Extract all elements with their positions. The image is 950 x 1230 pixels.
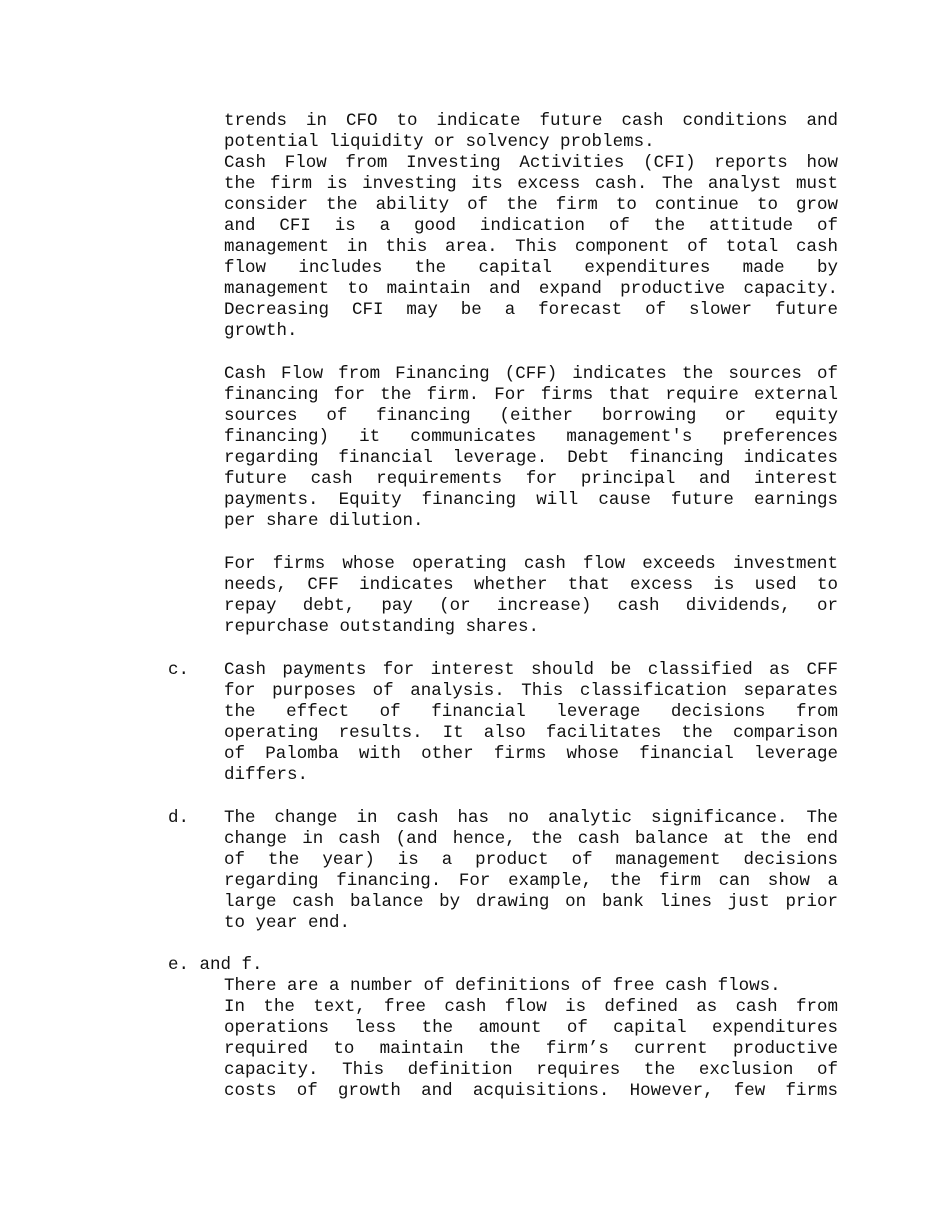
text-line: financing for the firm. For firms that require external [224,385,838,405]
text-line: growth. [224,321,298,341]
paragraph-item-c [224,660,838,786]
text-line: per share dilution. [224,511,424,531]
item-marker-d: d. [168,808,190,828]
text-line: of the year) is a product of management decisions [224,850,838,870]
text-line: potential liquidity or solvency problems. [224,132,655,152]
text-line: regarding financial leverage. Debt financing indicates [224,448,838,468]
text-line: future cash requirements for principal and interest [224,469,838,489]
text-line: large cash balance by drawing on bank lines just prior [224,892,838,912]
text-line: change in cash (and hence, the cash balance at the end [224,829,838,849]
text-line: consider the ability of the firm to continue to grow [224,195,838,215]
text-line: There are a number of definitions of free cash flows. [224,976,781,996]
text-line: operations less the amount of capital expenditures [224,1018,838,1038]
text-line: Cash Flow from Investing Activities (CFI) reports how [224,153,838,173]
text-line: costs of growth and acquisitions. However, few firms [224,1081,838,1101]
paragraph-item-d [224,808,838,934]
text-line: to year end. [224,913,351,933]
text-line: capacity. This definition requires the exclusion of [224,1060,838,1080]
text-line: management to maintain and expand productive capacity. [224,279,838,299]
text-line: operating results. It also facilitates the comparison [224,723,838,743]
text-line: trends in CFO to indicate future cash conditions and [224,111,838,131]
paragraph-excess-cash [224,554,838,638]
text-line: flow includes the capital expenditures made by [224,258,838,278]
text-line: Cash Flow from Financing (CFF) indicates the sources of [224,364,838,384]
text-line: For firms whose operating cash flow exceeds investment [224,554,838,574]
text-line: the firm is investing its excess cash. The analyst must [224,174,838,194]
text-line: management in this area. This component of total cash [224,237,838,257]
item-marker-c: c. [168,660,190,680]
text-line: payments. Equity financing will cause future earnings [224,490,838,510]
text-line: The change in cash has no analytic significance. The [224,808,838,828]
text-line: for purposes of analysis. This classification separates [224,681,838,701]
text-line: sources of financing (either borrowing or equity [224,406,838,426]
text-line: and CFI is a good indication of the attitude of [224,216,838,236]
text-line: repurchase outstanding shares. [224,617,540,637]
text-line: financing) it communicates management's preferences [224,427,838,447]
paragraph-cfi [224,153,838,342]
text-line: Decreasing CFI may be a forecast of slower future [224,300,838,320]
text-line: differs. [224,765,309,785]
text-line: of Palomba with other firms whose financial leverage [224,744,838,764]
text-line: the effect of financial leverage decisions from [224,702,838,722]
text-line: regarding financing. For example, the firm can show a [224,871,838,891]
paragraph-cfo-trends [224,111,838,153]
paragraph-cff [224,364,838,532]
text-line: repay debt, pay (or increase) cash dividends, or [224,596,838,616]
text-line: required to maintain the firm’s current productive [224,1039,838,1059]
item-marker-ef: e. and f. [168,955,263,975]
text-line: In the text, free cash flow is defined as cash from [224,997,838,1017]
text-line: needs, CFF indicates whether that excess is used to [224,575,838,595]
paragraph-item-ef [224,976,838,1102]
text-line: Cash payments for interest should be classified as CFF [224,660,838,680]
